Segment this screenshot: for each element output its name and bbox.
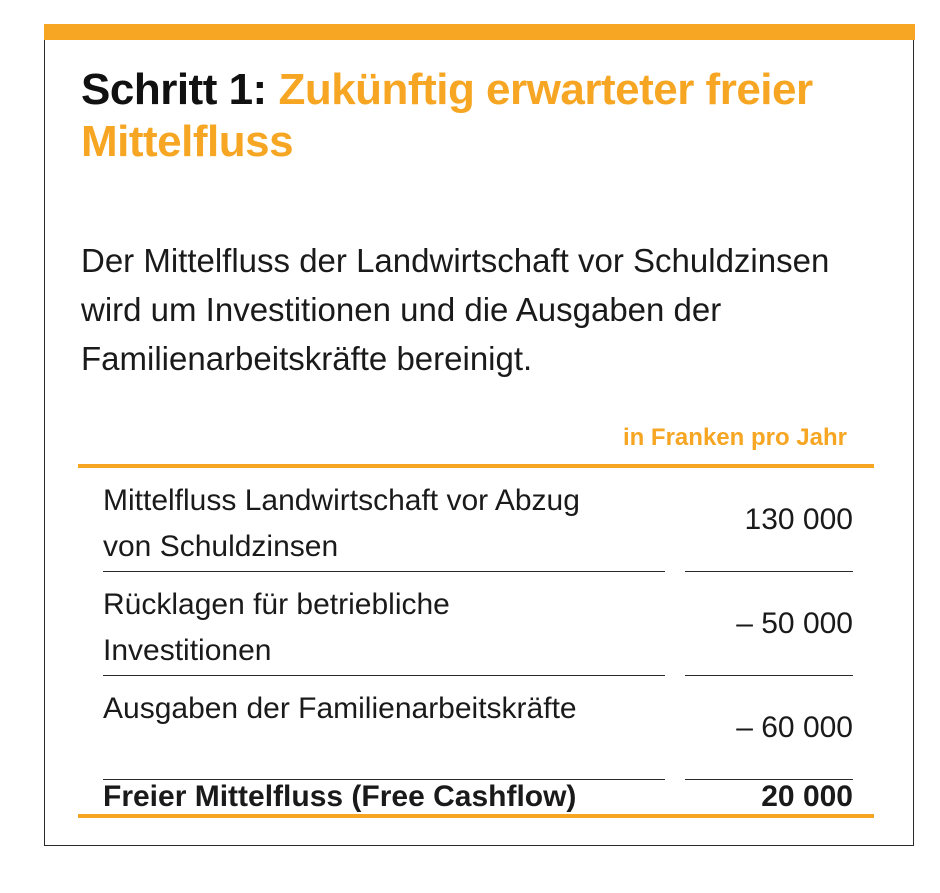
- row-value: – 60 000: [736, 711, 853, 744]
- table-bottom-rule: [78, 814, 874, 818]
- total-value: 20 000: [761, 780, 853, 813]
- step-title: Zukünftig erwarteter freier Mittelfluss: [81, 65, 813, 166]
- row-label: Ausgaben der Familienarbeitskräfte: [103, 692, 577, 725]
- table-row: [103, 468, 853, 572]
- accent-top-bar: [44, 24, 915, 40]
- table-total-row: [103, 780, 853, 814]
- row-value: 130 000: [744, 503, 853, 536]
- info-card: [44, 24, 914, 846]
- row-label: Mittelfluss Landwirtschaft vor Abzug von Schuldzinsen: [103, 484, 580, 563]
- row-label: Rücklagen für betriebliche Investitionen: [103, 588, 450, 667]
- total-label: Freier Mittelfluss (Free Cashflow): [103, 780, 577, 813]
- table-row: [103, 572, 853, 676]
- table-row: [103, 676, 853, 780]
- card-heading: [81, 64, 881, 168]
- step-label: Schritt 1:: [81, 65, 267, 114]
- row-value: – 50 000: [736, 607, 853, 640]
- unit-label: in Franken pro Jahr: [622, 424, 847, 451]
- intro-text: Der Mittelfluss der Landwirtschaft vor Schuldzinsen wird um Investitionen und die Ausgaben der Familienarbeitskräfte bereinigt.: [81, 242, 830, 377]
